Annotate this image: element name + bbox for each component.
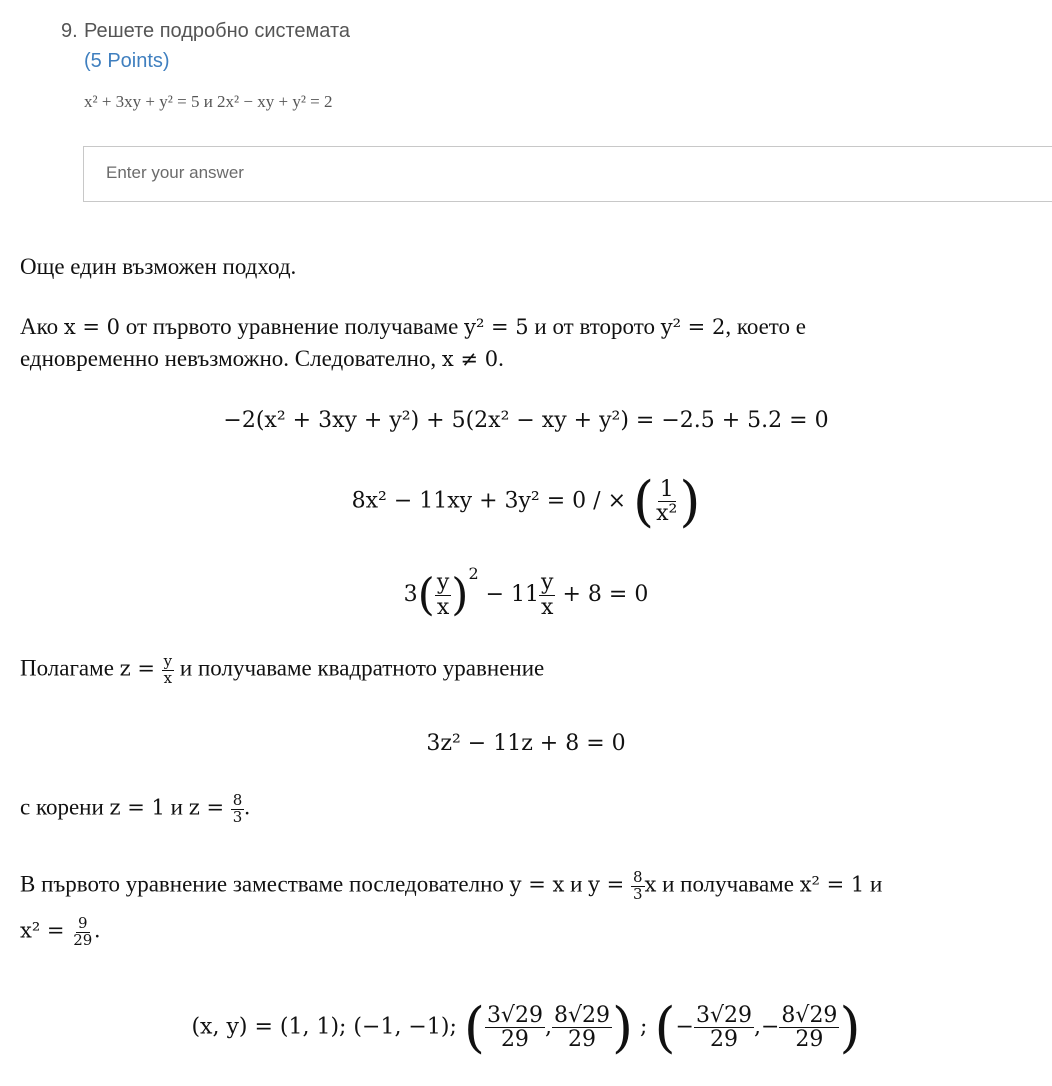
fraction bbox=[694, 1004, 754, 1051]
paren-close: ) bbox=[451, 569, 469, 621]
math-inline: y = bbox=[588, 872, 631, 897]
math-inline: y² = 5 bbox=[464, 315, 529, 339]
roots-line bbox=[20, 793, 250, 826]
final-answer bbox=[0, 996, 1052, 1059]
minus: − bbox=[760, 1014, 780, 1040]
denominator: 29 bbox=[709, 1027, 738, 1052]
paragraph-1-line-2 bbox=[20, 346, 504, 372]
text: и от второто bbox=[528, 314, 661, 339]
denominator: x² bbox=[656, 501, 678, 526]
math-inline: x ≠ 0 bbox=[441, 347, 499, 371]
text: . bbox=[94, 917, 101, 943]
fraction bbox=[654, 478, 679, 525]
paren-open: ( bbox=[463, 996, 485, 1059]
fraction bbox=[485, 1004, 545, 1051]
fraction bbox=[539, 571, 555, 618]
fraction bbox=[231, 793, 245, 826]
equation-4: 3z² − 11z + 8 = 0 bbox=[426, 731, 626, 756]
denominator: 29 bbox=[73, 930, 93, 949]
paragraph-1-line-1 bbox=[20, 314, 806, 340]
fraction bbox=[71, 916, 94, 949]
text: и получаваме квадратното уравнение bbox=[174, 655, 545, 681]
comma: , bbox=[753, 1014, 761, 1040]
denominator: x bbox=[541, 594, 554, 620]
text: и bbox=[164, 794, 189, 820]
math-inline: z = bbox=[188, 795, 231, 820]
paragraph-2-line-2 bbox=[20, 916, 100, 949]
paren-close: ) bbox=[839, 996, 861, 1059]
paren-open: ( bbox=[633, 470, 655, 533]
math-inline: x = 0 bbox=[63, 315, 121, 339]
denominator: 29 bbox=[567, 1027, 596, 1052]
equation-2 bbox=[0, 470, 1052, 533]
denominator: 3 bbox=[632, 884, 643, 903]
math-inline: z = bbox=[119, 656, 162, 681]
numerator: y bbox=[541, 570, 554, 596]
paren-open: ( bbox=[417, 569, 435, 621]
numerator: 8 bbox=[632, 868, 643, 886]
numerator: 3√29 bbox=[486, 1002, 543, 1028]
text: и получаваме bbox=[656, 871, 800, 897]
text: . bbox=[498, 346, 504, 371]
solution-intro: Още един възможен подход. bbox=[20, 254, 297, 279]
math-inline: x² = 1 bbox=[799, 872, 865, 897]
text: и bbox=[564, 871, 589, 897]
numerator: 8 bbox=[232, 791, 243, 809]
minus: − bbox=[675, 1014, 694, 1040]
numerator: 8√29 bbox=[781, 1002, 838, 1028]
problem-statement: x² + 3xy + y² = 5 и 2x² − xy + y² = 2 bbox=[84, 92, 333, 111]
paren-open: ( bbox=[654, 996, 676, 1059]
math-inline: y² = 2 bbox=[660, 315, 726, 339]
numerator: 8√29 bbox=[553, 1002, 610, 1028]
fraction bbox=[631, 870, 645, 903]
exponent: 2 bbox=[468, 564, 479, 583]
answer-input[interactable] bbox=[104, 162, 708, 184]
denominator: 29 bbox=[795, 1027, 824, 1052]
answer-field[interactable] bbox=[83, 146, 1052, 202]
text: В първото уравнение заместваме последователно bbox=[20, 871, 510, 897]
final-pairs: (x, y) = (1, 1); (−1, −1); bbox=[191, 1014, 464, 1040]
text: Ако bbox=[20, 314, 64, 339]
text: , което е bbox=[725, 314, 807, 339]
math-inline: y = x bbox=[509, 872, 565, 897]
fraction bbox=[552, 1004, 612, 1051]
eq3-end: + 8 = 0 bbox=[555, 582, 649, 607]
denominator: 29 bbox=[500, 1027, 529, 1052]
math-inline: x bbox=[644, 872, 657, 897]
fraction bbox=[779, 1004, 839, 1051]
comma: , bbox=[544, 1014, 552, 1040]
numerator: 3√29 bbox=[695, 1002, 752, 1028]
text: Полагаме bbox=[20, 655, 120, 681]
paren-close: ) bbox=[611, 996, 634, 1059]
fraction bbox=[435, 571, 451, 618]
denominator: 3 bbox=[232, 807, 243, 826]
question-title: Решете подробно системата bbox=[84, 20, 351, 42]
math-inline: z = 1 bbox=[109, 795, 165, 820]
text: от първото уравнение получаваме bbox=[120, 314, 465, 339]
denominator: x bbox=[436, 594, 450, 620]
numerator: 9 bbox=[77, 914, 88, 932]
substitution-line bbox=[20, 654, 544, 687]
equation-3 bbox=[0, 564, 1052, 621]
question-points: (5 Points) bbox=[84, 50, 170, 72]
text: с корени bbox=[20, 794, 110, 820]
text: едновременно невъзможно. Следователно, bbox=[20, 346, 442, 371]
eq3-mid: − 11 bbox=[478, 582, 540, 607]
separator: ; bbox=[633, 1014, 655, 1040]
fraction bbox=[162, 654, 174, 687]
paren-close: ) bbox=[679, 470, 701, 533]
equation-1: −2(x² + 3xy + y²) + 5(2x² − xy + y²) = −2.5 + 5.2 = 0 bbox=[223, 408, 829, 433]
paragraph-2-line-1 bbox=[20, 870, 882, 903]
numerator: 1 bbox=[659, 476, 674, 502]
numerator: y bbox=[163, 652, 173, 670]
numerator: y bbox=[436, 570, 450, 596]
math-inline: x² = bbox=[20, 918, 72, 943]
text: и bbox=[864, 871, 883, 897]
eq2-left: 8x² − 11xy + 3y² = 0 / × bbox=[351, 488, 633, 514]
denominator: x bbox=[163, 668, 173, 687]
eq3-coef: 3 bbox=[403, 582, 418, 607]
question-number: 9. bbox=[61, 20, 78, 42]
text: . bbox=[244, 794, 251, 820]
